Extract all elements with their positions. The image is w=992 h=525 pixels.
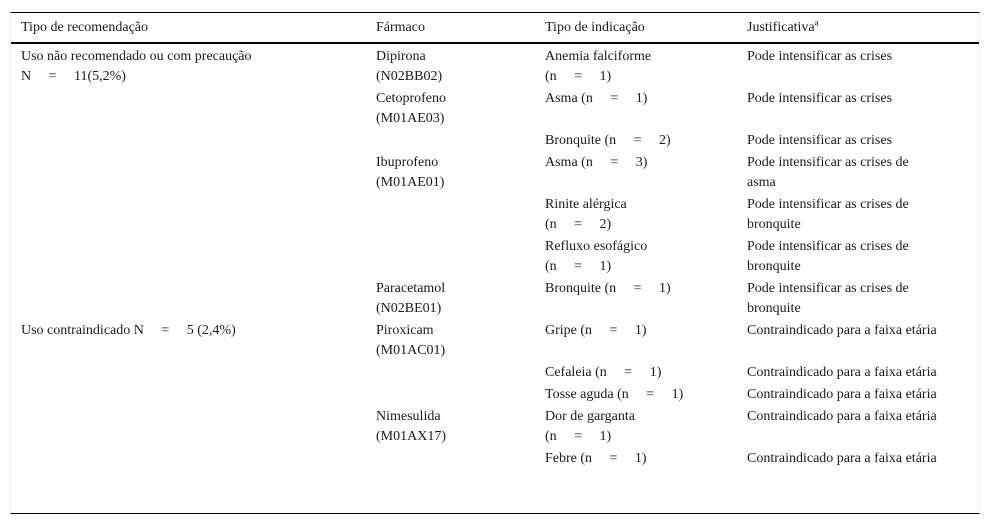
header-justification-footnote: a	[814, 16, 819, 27]
cell-drug	[366, 129, 535, 151]
cell-recommendation	[11, 383, 366, 405]
table-frame	[10, 12, 980, 514]
cell-recommendation	[11, 447, 366, 469]
cell-indication: Bronquite (n = 1)	[545, 281, 671, 296]
cell-recommendation	[11, 235, 366, 277]
recommendation-table	[11, 13, 979, 469]
header-recommendation: Tipo de recomendação	[11, 13, 366, 43]
cell-indication: Rinite alérgica (n = 2)	[545, 197, 627, 232]
cell-indication: Febre (n = 1)	[545, 451, 647, 466]
cell-indication: Anemia falciforme (n = 1)	[545, 49, 652, 84]
cell-recommendation	[11, 277, 366, 319]
cell-justification: Contraindicado para a faixa etária	[747, 387, 937, 402]
cell-drug: Paracetamol (N02BE01)	[376, 281, 446, 316]
table-row	[11, 129, 979, 151]
table-row	[11, 361, 979, 383]
header-justification	[737, 13, 979, 43]
cell-recommendation: Uso contraindicado N = 5 (2,4%)	[21, 323, 236, 338]
cell-justification: Contraindicado para a faixa etária	[747, 365, 937, 380]
cell-recommendation: Uso não recomendado ou com precaução N = 11(5,2%)	[21, 49, 252, 84]
cell-drug: Dipirona (N02BB02)	[376, 49, 443, 84]
cell-drug: Ibuprofeno (M01AE01)	[376, 155, 445, 190]
cell-justification: Contraindicado para a faixa etária	[747, 451, 937, 466]
cell-indication: Dor de garganta (n = 1)	[545, 409, 635, 444]
cell-drug	[366, 235, 535, 277]
cell-drug: Cetoprofeno (M01AE03)	[376, 91, 446, 126]
cell-justification: Pode intensificar as crises	[747, 133, 893, 148]
cell-drug	[366, 361, 535, 383]
table-row	[11, 447, 979, 469]
cell-indication: Gripe (n = 1)	[545, 323, 647, 338]
table-row	[11, 87, 979, 129]
cell-recommendation	[11, 87, 366, 129]
cell-justification: Pode intensificar as crises de asma	[747, 155, 909, 190]
cell-indication: Cefaleia (n = 1)	[545, 365, 662, 380]
table-row	[11, 151, 979, 193]
cell-recommendation	[11, 129, 366, 151]
cell-justification: Pode intensificar as crises de bronquite	[747, 281, 909, 316]
table-row	[11, 43, 979, 87]
cell-recommendation	[11, 361, 366, 383]
cell-drug	[366, 383, 535, 405]
cell-justification: Pode intensificar as crises	[747, 49, 893, 64]
cell-drug: Nimesulida (M01AX17)	[376, 409, 446, 444]
cell-indication: Asma (n = 1)	[545, 91, 648, 106]
table-row	[11, 277, 979, 319]
cell-justification: Pode intensificar as crises de bronquite	[747, 197, 909, 232]
cell-justification: Contraindicado para a faixa etária	[747, 409, 937, 424]
header-indication: Tipo de indicação	[535, 13, 737, 43]
cell-drug	[366, 193, 535, 235]
cell-justification: Pode intensificar as crises de bronquite	[747, 239, 909, 274]
cell-indication: Bronquite (n = 2)	[545, 133, 671, 148]
table-row	[11, 405, 979, 447]
header-justification-label: Justificativa	[747, 19, 815, 35]
cell-justification: Contraindicado para a faixa etária	[747, 323, 937, 338]
table-header-row	[11, 13, 979, 43]
cell-indication: Asma (n = 3)	[545, 155, 648, 170]
cell-drug	[366, 447, 535, 469]
cell-justification: Pode intensificar as crises	[747, 91, 893, 106]
cell-recommendation	[11, 151, 366, 193]
table-row	[11, 383, 979, 405]
cell-recommendation	[11, 193, 366, 235]
table-row	[11, 235, 979, 277]
table-row	[11, 319, 979, 361]
cell-indication: Refluxo esofágico (n = 1)	[545, 239, 648, 274]
cell-recommendation	[11, 405, 366, 447]
cell-indication: Tosse aguda (n = 1)	[545, 387, 684, 402]
header-drug: Fármaco	[366, 13, 535, 43]
cell-drug: Piroxicam (M01AC01)	[376, 323, 446, 358]
table-row	[11, 193, 979, 235]
